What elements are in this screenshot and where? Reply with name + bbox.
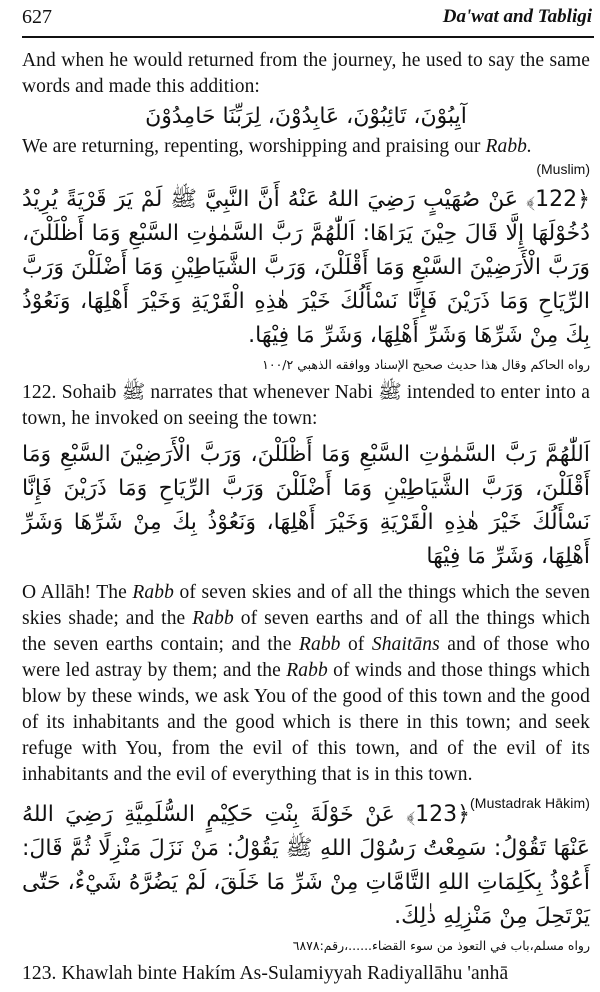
translation-segment: of winds and those things which blow by these winds, we ask You of the good of this town and the good of its inhabitants and the good which is there in this town; and seek refuge with You, from the evil of this town, and of the evil of its inhabitants and the evil of everything that is in this town. [22,660,590,785]
running-title: Da'wat and Tabligi [442,6,592,27]
rabb-term: Rabb. [485,136,532,157]
hadith-122-reference: رواه الحاكم وقال هذا حديث صحيح الإسناد ووافقه الذهبي ١٠٠/٢ [262,357,590,372]
rabb-term: Rabb [132,582,174,603]
page-number: 627 [22,6,52,28]
translation-segment: of seven earths and of all the things which the seven earths contain; and the [22,608,590,655]
source-citation: (Muslim) [536,161,590,177]
return-translation-text: We are returning, repenting, worshipping and praising our [22,136,481,157]
rabb-term: Rabb [298,634,341,655]
translation-segment: of seven skies and of all the things which the seven skies shade; and the [22,582,590,629]
page-header [0,0,600,40]
hadith-122-dua: اَللّٰهُمَّ رَبَّ السَّمٰوٰتِ السَّبْعِ وَمَا أَظْلَلْنَ، وَرَبَّ الْأَرَضِيْنَ السَّبْعِ وَمَا أَقْلَلْنَ، وَرَبَّ الشَّيَاطِيْنِ وَمَا أَضْلَلْنَ وَرَبَّ الرِّيَاحِ وَمَا ذَرَيْنَ فَإِنَّا نَسْأَلُكَ خَيْرَ هٰذِهِ الْقَرْيَةِ وَخَيْرَ أَهْلِهَا، وَنَعُوْذُ بِكَ مِنْ شَرِّهَا وَشَرِّ أَهْلِهَا، وَشَرِّ مَا فِيْهَا [22,442,590,569]
rabb-term: Rabb [192,608,234,629]
hadith-123-arabic: ﴿123﴾ عَنْ خَوْلَةَ بِنْتِ حَكِيْمٍ السُّلَمِيَّةِ رَضِيَ اللهُ عَنْهَا تَقُوْلُ: سَمِعْتُ رَسُوْلَ اللهِ ﷺ يَقُوْلُ: مَنْ نَزَلَ مَنْزِلًا ثُمَّ قَالَ: أَعُوْذُ بِكَلِمَاتِ اللهِ التَّامَّاتِ مِنْ شَرِّ مَا خَلَقَ، لَمْ يَضُرَّهُ شَيْءٌ، حَتّٰى يَرْتَحِلَ مِنْ مَنْزِلِهِ ذٰلِكَ. [22,802,590,929]
hadith-123-reference: رواه مسلم،باب في التعوذ من سوء القضاء......،رقم:٦٨٧٨ [292,938,590,953]
hadith-122-intro: 122. Sohaib ﷺ narrates that whenever Nabi ﷺ intended to enter into a town, he invoked on seeing the town: [22,382,590,429]
translation-segment: O Allāh! The [22,582,127,603]
arabic-return-dua: آيِبُوْنَ، تَائِبُوْنَ، عَابِدُوْنَ، لِرَبِّنَا حَامِدُوْنَ [145,104,467,129]
shaitans-term: Shaitāns [371,634,440,655]
translation-segment: of [347,634,365,655]
rabb-term: Rabb [286,660,328,681]
return-intro-paragraph: And when he would returned from the journey, he used to say the same words and made this addition: [22,50,590,97]
header-rule [22,36,594,38]
return-translation [22,134,590,160]
source-citation: (Mustadrak Hākim) [470,795,590,811]
page-content [22,48,590,987]
hadith-122-arabic: ﴿122﴾ عَنْ صُهَيْبٍ رَضِيَ اللهُ عَنْهُ أَنَّ النَّبِيَّ ﷺ لَمْ يَرَ قَرْيَةً يُرِيْدُ دُخُوْلَهَا إِلَّا قَالَ حِيْنَ يَرَاهَا: اَللّٰهُمَّ رَبَّ السَّمٰوٰتِ السَّبْعِ وَمَا أَظْلَلْنَ، وَرَبَّ الْأَرَضِيْنَ السَّبْعِ وَمَا أَقْلَلْنَ، وَرَبَّ الشَّيَاطِيْنِ وَمَا أَضْلَلْنَ وَرَبَّ الرِّيَاحِ وَمَا ذَرَيْنَ فَإِنَّا نَسْأَلُكَ خَيْرَ هٰذِهِ الْقَرْيَةِ وَخَيْرَ أَهْلِهَا، وَنَعُوْذُ بِكَ مِنْ شَرِّهَا وَشَرِّ أَهْلِهَا، وَشَرِّ مَا فِيْهَا. [22,187,590,348]
hadith-123-intro: 123. Khawlah binte Hakím As-Sulamiyyah Radiyallāhu 'anhā [22,963,509,984]
hadith-122-translation [22,580,590,811]
translation-segment: and of those who were led astray by them; and the [22,634,590,681]
